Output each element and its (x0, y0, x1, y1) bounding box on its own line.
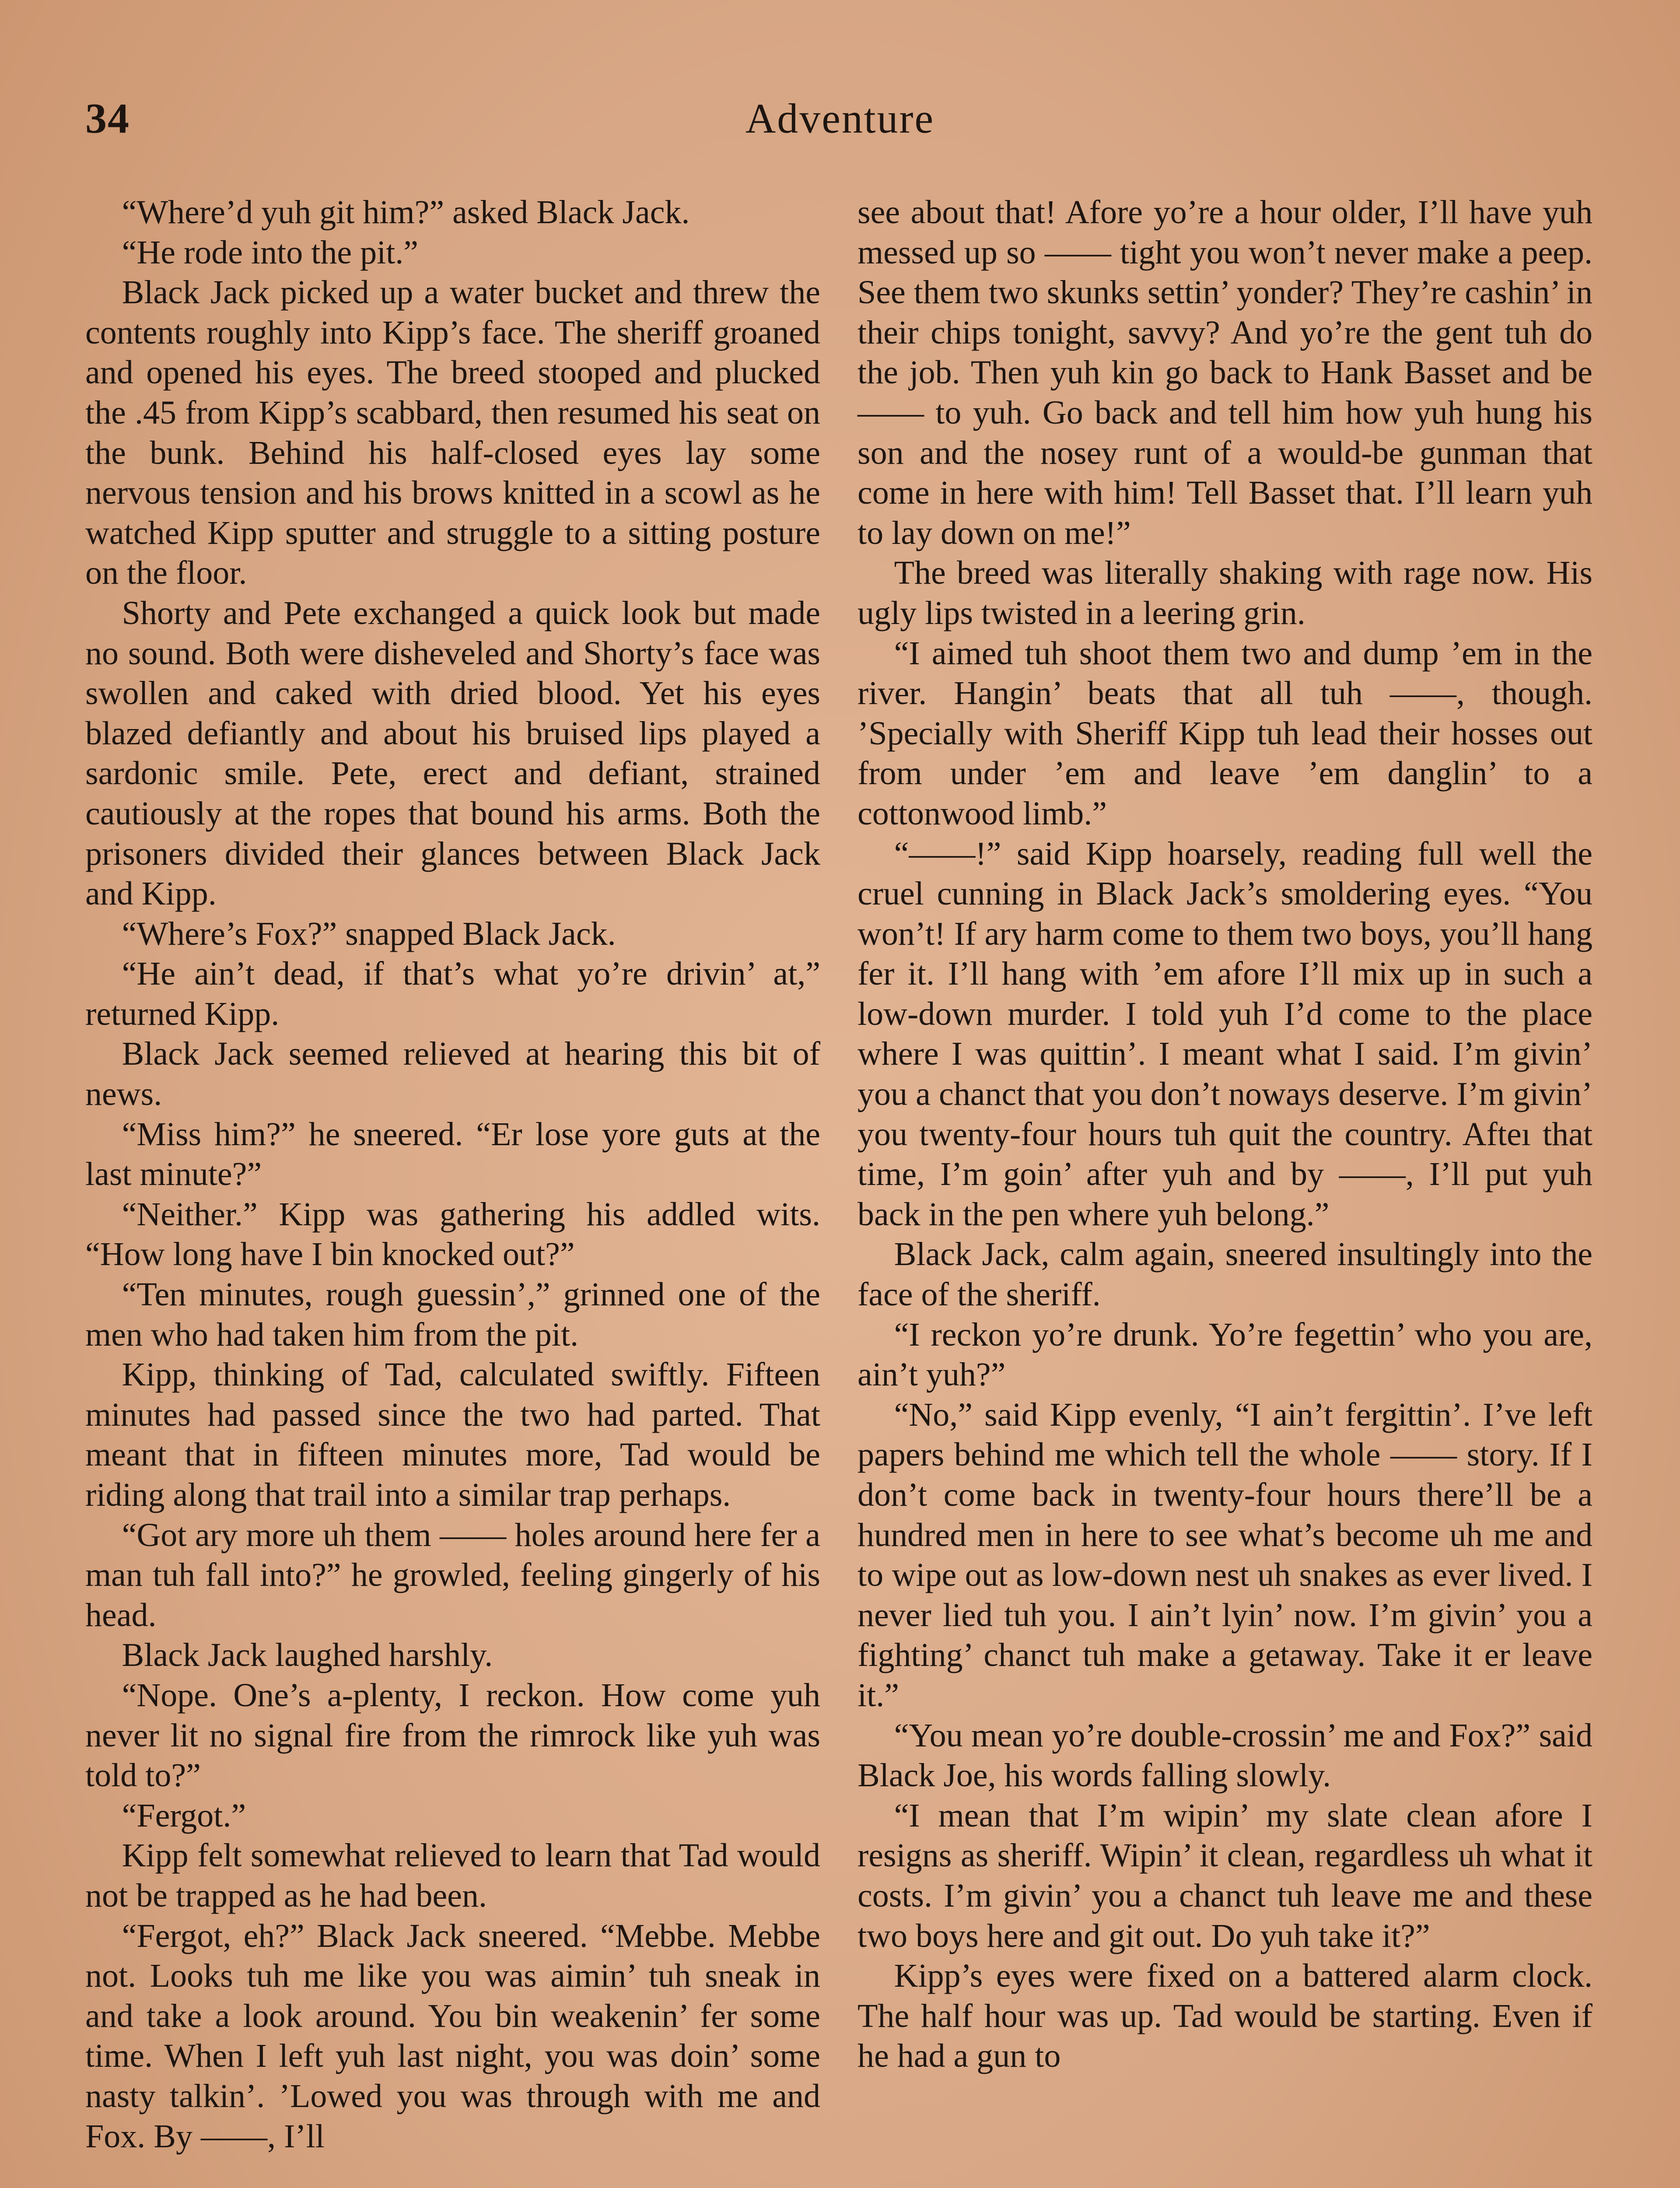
paragraph: Black Jack, calm again, sneered insultingly into the face of the sheriff. (858, 1236, 1592, 1313)
paragraph: “Where’d yuh git him?” asked Black Jack. (122, 194, 690, 231)
paragraph-continued: see about that! Afore yo’re a hour older, I’ll have yuh messed up so —— tight you won’t never make a peep. See them two skunks settin’ yonder? They’re cashin’ in their chips tonight, savvy? And yo’re the gent tuh do the job. Then yuh kin go back to Hank Basset and be —— to yuh. Go back and tell him how yuh hung his son and the nosey runt of a would-be gunman that come in here with him! Tell Basset that. I’ll learn yuh to lay down on me!” (858, 194, 1593, 551)
paragraph: Kipp’s eyes were fixed on a battered alarm clock. The half hour was up. Tad would be starting. Even if he had a gun to (858, 1957, 1592, 2075)
paragraph: “Miss him?” he sneered. “Er lose yore guts at the last minute?” (85, 1115, 820, 1193)
page-number: 34 (85, 95, 130, 142)
paragraph: “Fergot.” (122, 1797, 246, 1834)
paragraph: “Got ary more uh them —— holes around here fer a man tuh fall into?” he growled, feeling gingerly of his head. (85, 1516, 820, 1634)
paragraph: Black Jack picked up a water bucket and threw the contents roughly into Kipp’s face. The sheriff groaned and opened his eyes. The breed stooped and plucked the .45 from Kipp’s scabbard, then resumed his seat on the bunk. Behind his half-closed eyes lay some nervous tension and his brows knitted in a scowl as he watched Kipp sputter and struggle to a sitting posture on the floor. (85, 274, 820, 592)
paragraph: Kipp felt somewhat relieved to learn that Tad would not be trapped as he had been. (85, 1837, 820, 1914)
paragraph: “Fergot, eh?” Black Jack sneered. “Mebbe. Mebbe not. Looks tuh me like you was aimin’ tuh sneak in and take a look around. You bin weakenin’ fer some time. When I left yuh last night, you was doin’ some nasty talkin’. ’Lowed you was through with me and Fox. By ——, I’ll (85, 1917, 820, 2155)
running-title: Adventure (745, 95, 935, 142)
paragraph: “He rode into the pit.” (122, 234, 419, 271)
paragraph: “I reckon yo’re drunk. Yo’re fegettin’ who you are, ain’t yuh?” (858, 1316, 1592, 1393)
paragraph: Black Jack seemed relieved at hearing this bit of news. (85, 1035, 820, 1113)
right-column (858, 193, 1592, 2076)
paragraph: Kipp, thinking of Tad, calculated swiftly. Fifteen minutes had passed since the two had parted. That meant that in fifteen minutes more, Tad would be riding along that trail into a similar trap perhaps. (85, 1356, 820, 1513)
paragraph: “Nope. One’s a-plenty, I reckon. How come yuh never lit no signal fire from the rimrock like yuh was told to?” (85, 1676, 820, 1794)
paragraph: “Neither.” Kipp was gathering his addled wits. “How long have I bin knocked out?” (85, 1196, 820, 1273)
paragraph: Black Jack laughed harshly. (122, 1637, 493, 1674)
paragraph: “——!” said Kipp hoarsely, reading full well the cruel cunning in Black Jack’s smoldering eyes. “You won’t! If ary harm come to them two boys, you’ll hang fer it. I’ll hang with ’em afore I’ll mix up in such a low-down murder. I told yuh I’d come to the place where I was quittin’. I meant what I said. I’m givin’ you a chanct that you don’t noways deserve. I’m givin’ you twenty-four hours tuh quit the country. Afteı that time, I’m goin’ after yuh and by ——, I’ll put yuh back in the pen where yuh belong.” (858, 835, 1592, 1233)
paragraph: Shorty and Pete exchanged a quick look but made no sound. Both were disheveled and Shorty’s face was swollen and caked with dried blood. Yet his eyes blazed defiantly and about his bruised lips played a sardonic smile. Pete, erect and defiant, strained cautiously at the ropes that bound his arms. Both the prisoners divided their glances between Black Jack and Kipp. (85, 594, 820, 912)
left-column (85, 193, 820, 2156)
paragraph: “Where’s Fox?” snapped Black Jack. (122, 915, 616, 952)
paragraph: “I mean that I’m wipin’ my slate clean afore I resigns as sheriff. Wipin’ it clean, regardless uh what it costs. I’m givin’ you a chanct tuh leave me and these two boys here and git out. Do yuh take it?” (858, 1797, 1592, 1954)
paragraph: “No,” said Kipp evenly, “I ain’t fergittin’. I’ve left papers behind me which tell the whole —— story. If I don’t come back in twenty-four hours there’ll be a hundred men in here to see what’s become uh me and to wipe out as low-down nest uh snakes as ever lived. I never lied tuh you. I ain’t lyin’ now. I’m givin’ you a fighting’ chanct tuh make a getaway. Take it er leave it.” (858, 1396, 1592, 1714)
paragraph: The breed was literally shaking with rage now. His ugly lips twisted in a leering grin. (858, 554, 1592, 631)
paragraph: “You mean yo’re double-crossin’ me and Fox?” said Black Joe, his words falling slowly. (858, 1717, 1592, 1794)
paragraph: “Ten minutes, rough guessin’,” grinned one of the men who had taken him from the pit. (85, 1276, 820, 1353)
page-header (85, 94, 1595, 151)
paragraph: “I aimed tuh shoot them two and dump ’em in the river. Hangin’ beats that all tuh ——, though. ’Specially with Sheriff Kipp tuh lead their hosses out from under ’em and leave ’em danglin’ to a cottonwood limb.” (858, 635, 1592, 832)
paragraph: “He ain’t dead, if that’s what yo’re drivin’ at,” returned Kipp. (85, 955, 820, 1032)
